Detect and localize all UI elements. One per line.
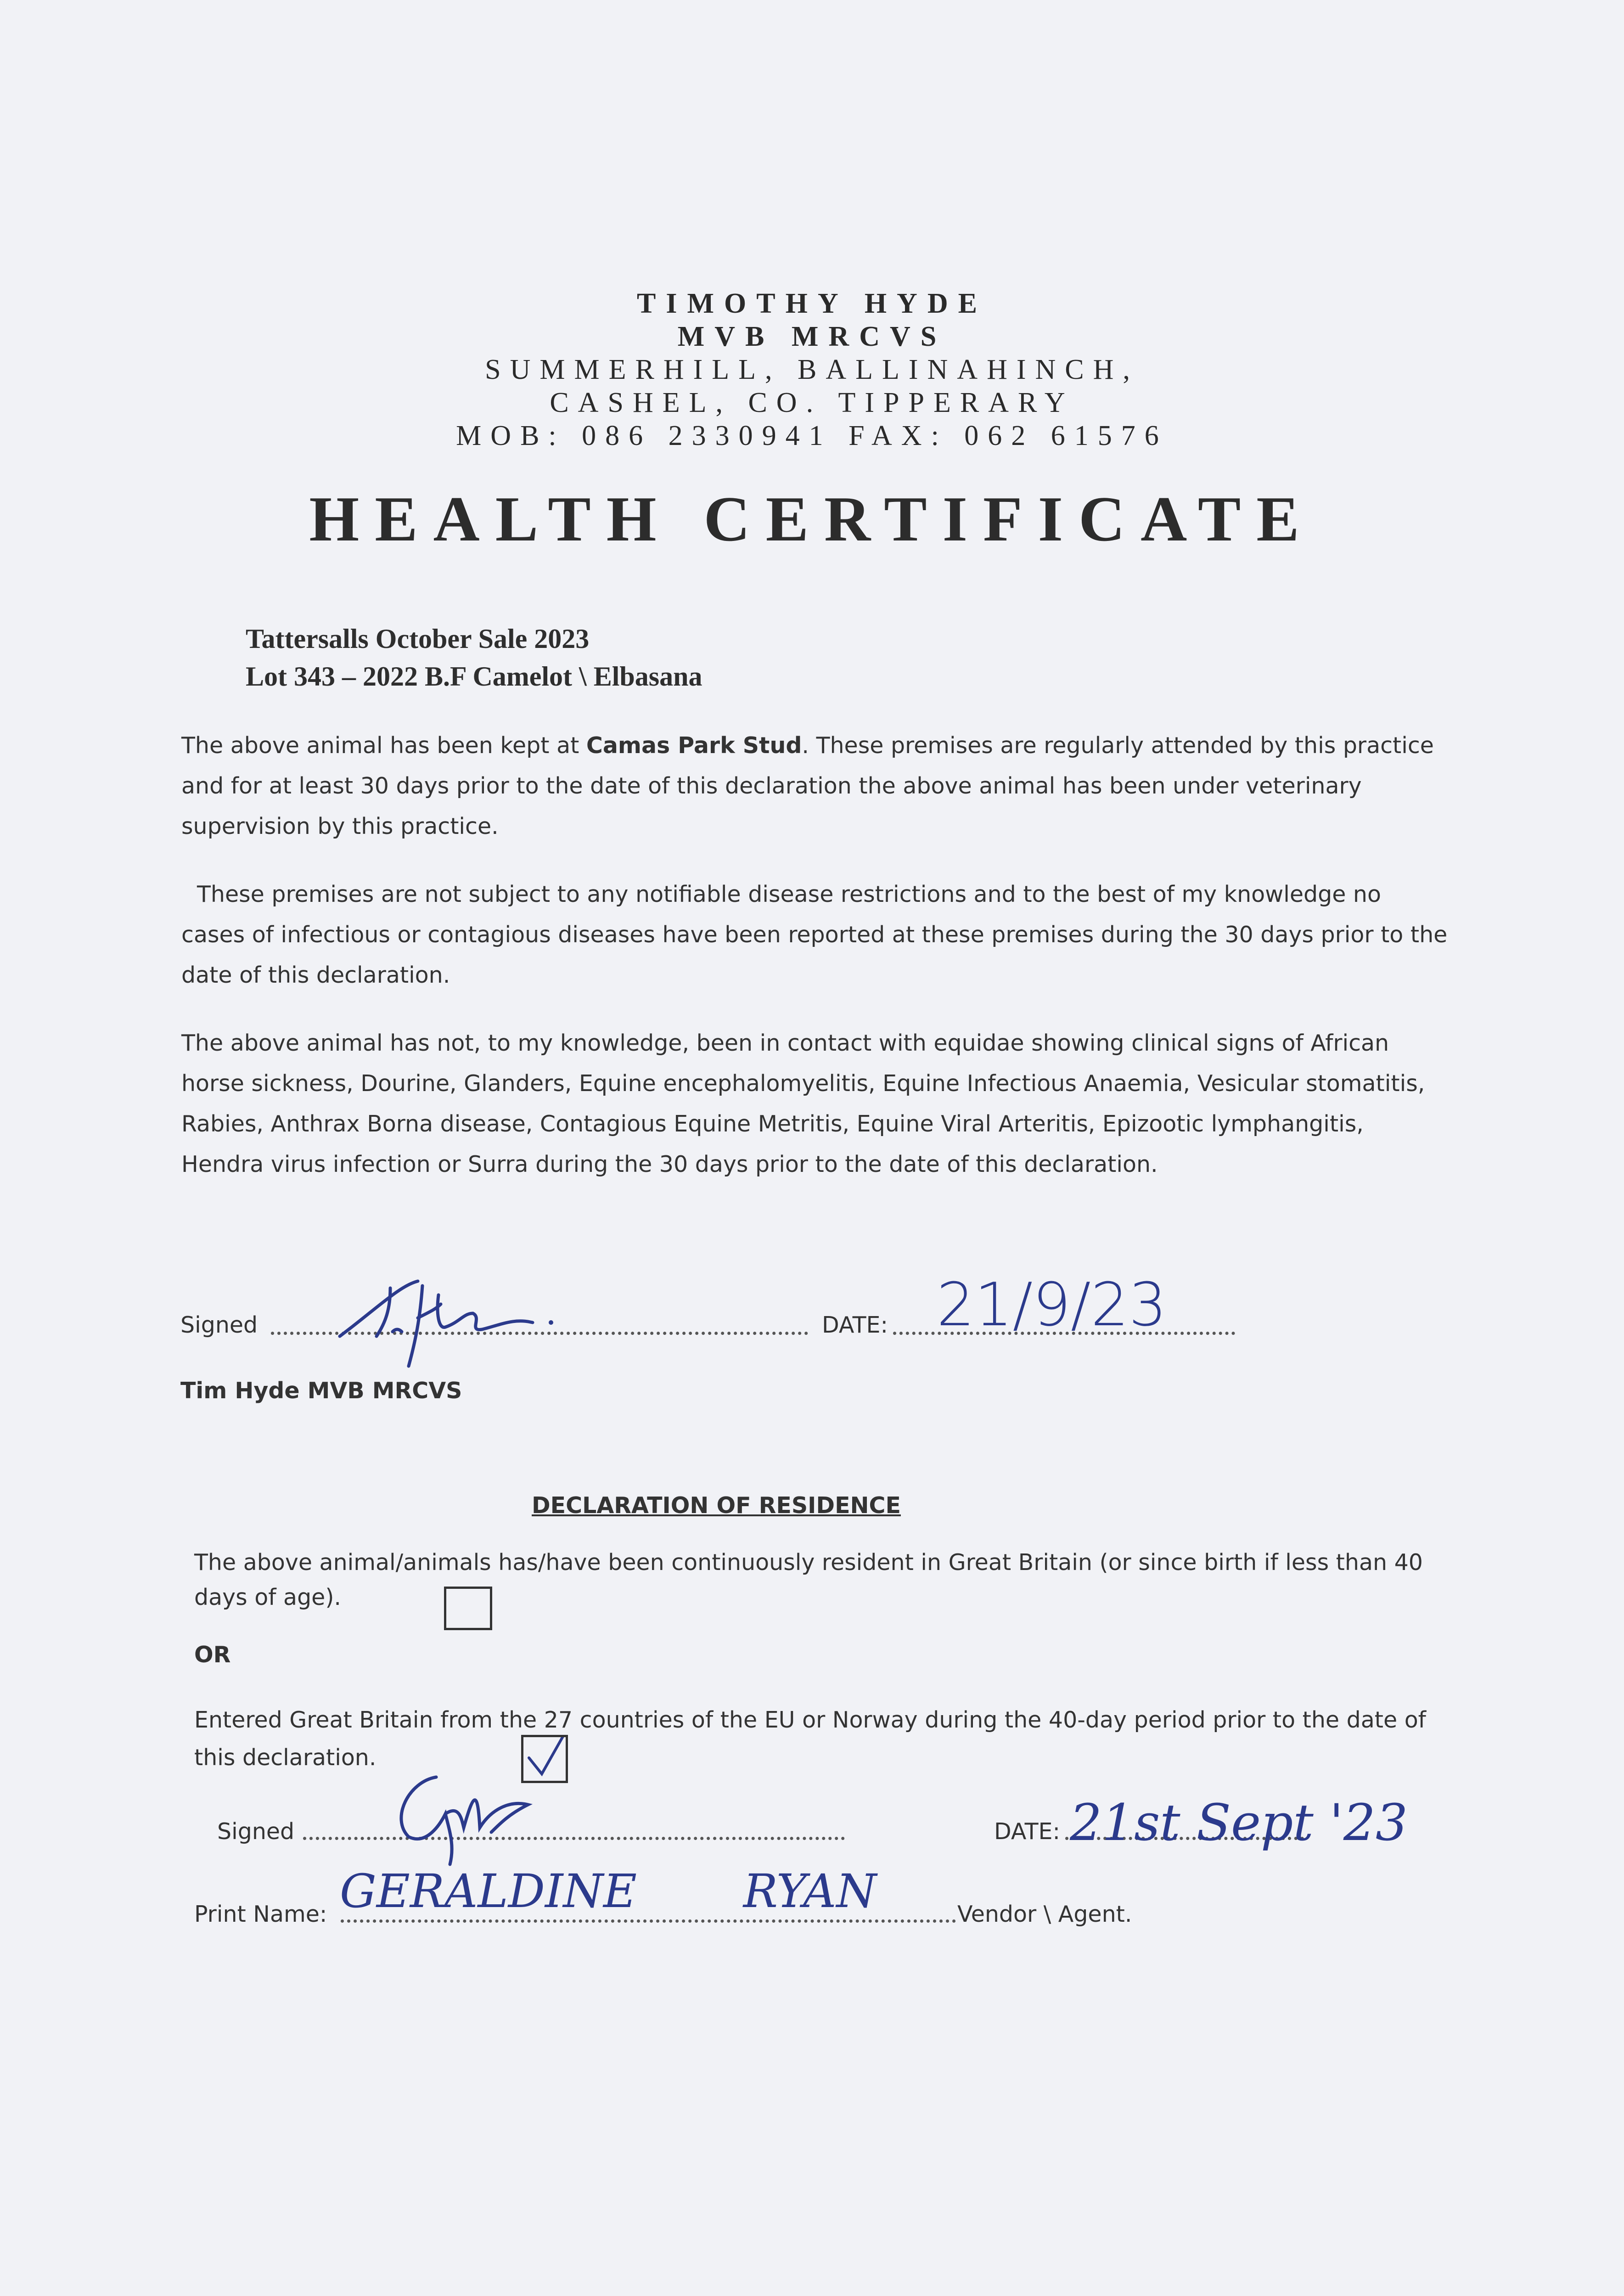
option-1-checkbox[interactable] <box>444 1587 492 1630</box>
sale-line-1: Tattersalls October Sale 2023 <box>246 624 590 654</box>
vendor-signature <box>381 1768 537 1876</box>
or-label: OR <box>194 1642 231 1668</box>
paragraph-premises <box>181 726 1449 847</box>
contact-line: MOB: 086 2330941 FAX: 062 61576 <box>456 420 1168 451</box>
declaration-option-2 <box>194 1701 1443 1777</box>
letterhead <box>0 287 1624 452</box>
vet-date-value: 21/9/23 <box>937 1270 1167 1339</box>
option-2-text: Entered Great Britain from the 27 countries of the EU or Norway during the 40-day period prior to the date of this declaration. <box>194 1707 1426 1771</box>
vendor-agent-label: Vendor \ Agent. <box>957 1901 1132 1927</box>
vet-qualifications: MVB MRCVS <box>677 321 947 352</box>
p1-text-start: The above animal has been kept at <box>181 732 586 759</box>
print-name-value: GERALDINE RYAN <box>340 1864 877 1918</box>
paragraph-diseases: The above animal has not, to my knowledge, been in contact with equidae showing clinical signs of African horse sickness, Dourine, Glanders, Equine encephalomyelitis, Equine Infectious Anaemia, Vesicular stomatitis, Rabies, Anthrax Borna disease, Contagious Equine Metritis, Equine Viral Arteritis, Epizootic lymphangitis, Hendra virus infection or Surra during the 30 days prior to the date of this declaration. <box>181 1030 1425 1177</box>
declaration-option-1 <box>194 1545 1443 1615</box>
vendor-date-label: DATE: <box>994 1818 1060 1845</box>
address-line-1: SUMMERHILL, BALLINAHINCH, <box>485 354 1139 385</box>
p1-text-end: . These premises are regularly attended by this practice and for at least 30 days prior to the date of this declaration the above animal has been under veterinary supervision by this practice. <box>181 732 1434 839</box>
vet-date-label: DATE: <box>822 1312 888 1338</box>
option-1-text: The above animal/animals has/have been continuously resident in Great Britain (or since birth if less than 40 days of age). <box>194 1549 1423 1610</box>
sale-line-2: Lot 343 – 2022 B.F Camelot \ Elbasana <box>246 661 702 692</box>
vendor-date-value: 21st Sept '23 <box>1070 1793 1408 1852</box>
vet-name: TIMOTHY HYDE <box>637 288 987 319</box>
vet-name-signature: Tim Hyde MVB MRCVS <box>180 1378 462 1404</box>
print-name-label: Print Name: <box>194 1901 327 1927</box>
paragraph-restrictions: These premises are not subject to any notifiable disease restrictions and to the best of my knowledge no cases of infectious or contagious diseases have been reported at these premises during the 30 days prior to the date of this declaration. <box>181 881 1448 988</box>
premises-name: Camas Park Stud <box>586 732 802 759</box>
sale-info <box>246 620 702 695</box>
address-line-2: CASHEL, CO. TIPPERARY <box>550 387 1074 418</box>
print-name-line <box>341 1919 956 1923</box>
certificate-title: HEALTH CERTIFICATE <box>309 484 1315 555</box>
vendor-signed-label: Signed <box>217 1818 295 1845</box>
declaration-heading: DECLARATION OF RESIDENCE <box>532 1492 901 1519</box>
vet-signature <box>321 1267 560 1380</box>
vet-signed-label: Signed <box>180 1312 258 1338</box>
